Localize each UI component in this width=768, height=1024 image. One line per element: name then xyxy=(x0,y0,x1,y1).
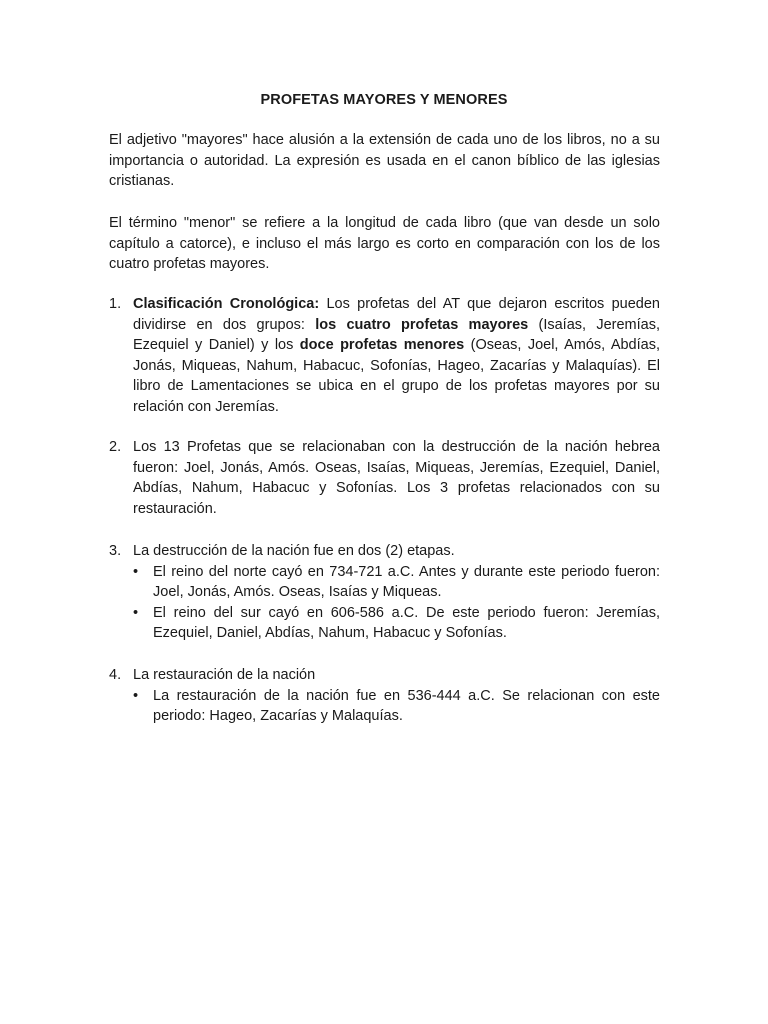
list-item-2 xyxy=(109,437,660,519)
bullet-item xyxy=(133,686,660,727)
bullet-text: La restauración de la nación fue en 536-444 a.C. Se relacionan con este periodo: Hageo, Zacarías y Malaquías. xyxy=(153,687,660,724)
bold-mayores: los cuatro profetas mayores xyxy=(315,316,529,333)
bullet-text: El reino del sur cayó en 606-586 a.C. De este periodo fueron: Jeremías, Ezequiel, Daniel, Abdías, Nahum, Habacuc y Sofonías. xyxy=(153,604,660,641)
list-item-text: Los 13 Profetas que se relacionaban con la destrucción de la nación hebrea fueron: Joel, Jonás, Amós. Oseas, Isaías, Miqueas, Jeremías, Ezequiel, Daniel, Abdías, Nahum, Habacuc y Sofonías. Los 3 profetas relacionados con su restauración. xyxy=(133,439,660,517)
text-segment: (Oseas, Joel, Amós, Abdías, Jonás, Miqueas, Nahum, Habacuc, Sofonías, Hageo, Zacarías y Malaquías). El libro de Lamentaciones se ubica en el grupo de los profetas mayores por su relación con Jeremías. xyxy=(133,337,660,415)
list-number: 1. xyxy=(109,296,122,312)
page-title: PROFETAS MAYORES Y MENORES xyxy=(260,92,508,108)
list-item-4 xyxy=(109,665,660,727)
list-number: 4. xyxy=(109,667,122,683)
list-item-text: La restauración de la nación xyxy=(133,667,316,683)
bullet-item xyxy=(133,562,660,603)
list-number: 3. xyxy=(109,543,122,559)
bullet-icon: • xyxy=(133,604,139,621)
paragraph-mayores: El adjetivo "mayores" hace alusión a la extensión de cada uno de los libros, no a su importancia o autoridad. La expresión es usada en el canon bíblico de las iglesias cristianas. xyxy=(109,132,660,189)
list-number: 2. xyxy=(109,439,122,455)
text-segment: Los profetas del AT que dejaron escritos pueden dividirse en dos grupos: xyxy=(133,296,660,333)
bullet-icon: • xyxy=(133,563,139,580)
bullet-item xyxy=(133,603,660,644)
paragraph-menor: El término "menor" se refiere a la longitud de cada libro (que van desde un solo capítulo a catorce), e incluso el más largo es corto en comparación con los de los cuatro profetas mayores. xyxy=(109,215,660,272)
list-item-text xyxy=(133,294,660,417)
bullet-list xyxy=(109,686,660,727)
bold-lead: Clasificación Cronológica: xyxy=(133,296,320,312)
list-item-1 xyxy=(109,294,660,417)
bold-menores: doce profetas menores xyxy=(299,337,465,353)
bullet-list xyxy=(109,562,660,644)
list-item-text: La destrucción de la nación fue en dos (2) etapas. xyxy=(133,543,455,559)
list-item-3 xyxy=(109,541,660,644)
text-segment: (Isaías, Jeremías, Ezequiel y Daniel) y los xyxy=(133,316,660,353)
bullet-icon: • xyxy=(133,687,139,704)
bullet-text: El reino del norte cayó en 734-721 a.C. Antes y durante este periodo fueron: Joel, Jonás, Amós. Oseas, Isaías y Miqueas. xyxy=(153,563,660,600)
